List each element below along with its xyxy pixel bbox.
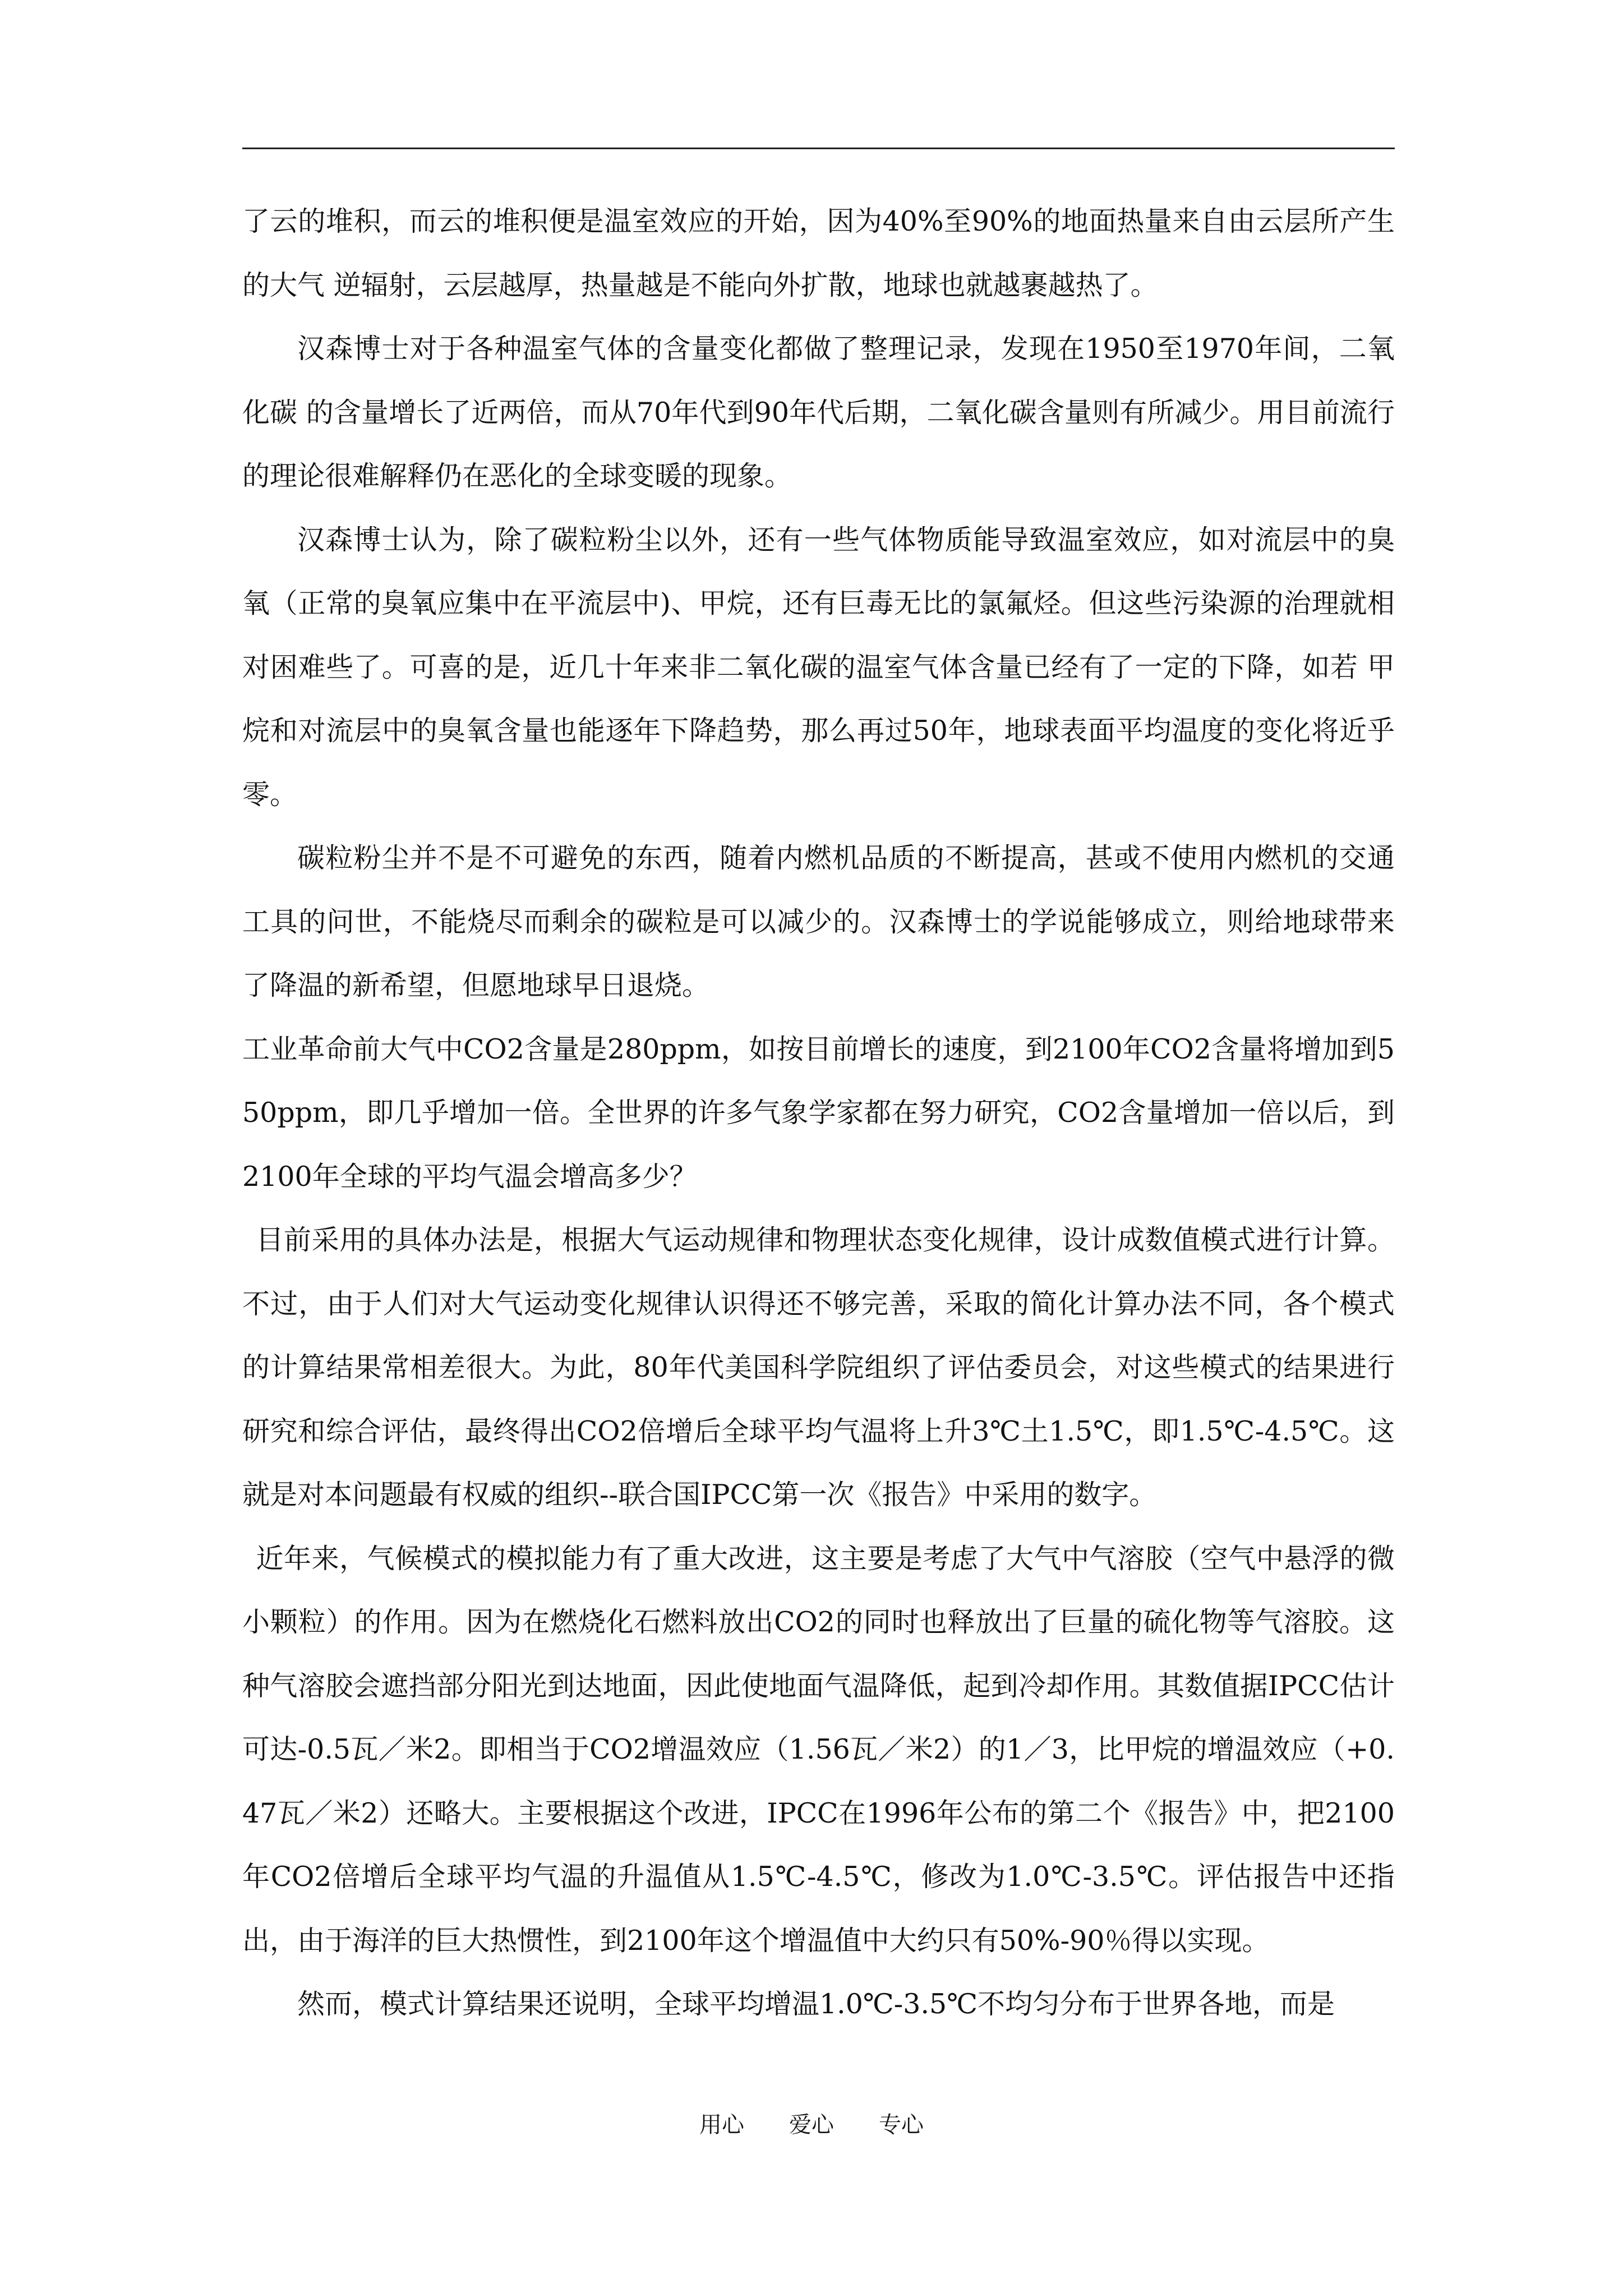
paragraph-1: 了云的堆积，而云的堆积便是温室效应的开始，因为40%至90%的地面热量来自由云层所产生的大气 逆辐射，云层越厚，热量越是不能向外扩散，地球也就越裹越热了。 [242, 205, 1395, 301]
paragraph-2: 汉森博士对于各种温室气体的含量变化都做了整理记录，发现在1950至1970年间，二氧化碳 的含量增长了近两倍，而从70年代到90年代后期，二氧化碳含量则有所减少。用目前流行的理论很难解释仍在恶化的全球变暖的现象。 [242, 333, 1395, 492]
paragraph-6: 目前采用的具体办法是，根据大气运动规律和物理状态变化规律，设计成数值模式进行计算。不过，由于人们对大气运动变化规律认识得还不够完善，采取的简化计算办法不同，各个模式的计算结果常相差很大。为此，80年代美国科学院组织了评估委员会，对这些模式的结果进行研究和综合评估，最终得出CO2倍增后全球平均气温将上升3℃土1.5℃，即1.5℃-4.5℃。这就是对本问题最有权威的组织--联合国IPCC第一次《报告》中采用的数字。 [242, 1224, 1395, 1511]
document-body [242, 190, 1395, 2036]
paragraph-8: 然而，模式计算结果还说明，全球平均增温1.0℃-3.5℃不均匀分布于世界各地，而是 [297, 1988, 1335, 2020]
paragraph-4: 碳粒粉尘并不是不可避免的东西，随着内燃机品质的不断提高，甚或不使用内燃机的交通工具的问世，不能烧尽而剩余的碳粒是可以减少的。汉森博士的学说能够成立，则给地球带来了降温的新希望，但愿地球早日退烧。 [242, 842, 1395, 1001]
header-rule [242, 148, 1395, 149]
page-footer: 用心 爱心 专心 [699, 2112, 924, 2138]
paragraph-3: 汉森博士认为，除了碳粒粉尘以外，还有一些气体物质能导致温室效应，如对流层中的臭氧（正常的臭氧应集中在平流层中)、甲烷，还有巨毒无比的氯氟烃。但这些污染源的治理就相对困难些了。可喜的是，近几十年来非二氧化碳的温室气体含量已经有了一定的下降，如若 甲烷和对流层中的臭氧含量也能逐年下降趋势，那么再过50年，地球表面平均温度的变化将近乎零。 [242, 523, 1395, 811]
paragraph-5: 工业革命前大气中CO2含量是280ppm，如按目前增长的速度，到2100年CO2含量将增加到550ppm，即几乎增加一倍。全世界的许多气象学家都在努力研究，CO2含量增加一倍以后，到2100年全球的平均气温会增高多少？ [242, 1033, 1395, 1193]
paragraph-7: 近年来，气候模式的模拟能力有了重大改进，这主要是考虑了大气中气溶胶（空气中悬浮的微小颗粒）的作用。因为在燃烧化石燃料放出CO2的同时也释放出了巨量的硫化物等气溶胶。这种气溶胶会遮挡部分阳光到达地面，因此使地面气温降低，起到冷却作用。其数值据IPCC估计可达-0.5瓦／米2。即相当于CO2增温效应（1.56瓦／米2）的1／3，比甲烷的增温效应（+0.47瓦／米2）还略大。主要根据这个改进，IPCC在1996年公布的第二个《报告》中，把2100年CO2倍增后全球平均气温的升温值从1.5℃-4.5℃，修改为1.0℃-3.5℃。评估报告中还指出，由于海洋的巨大热惯性，到2100年这个增温值中大约只有50%-90％得以实现。 [242, 1542, 1395, 1957]
